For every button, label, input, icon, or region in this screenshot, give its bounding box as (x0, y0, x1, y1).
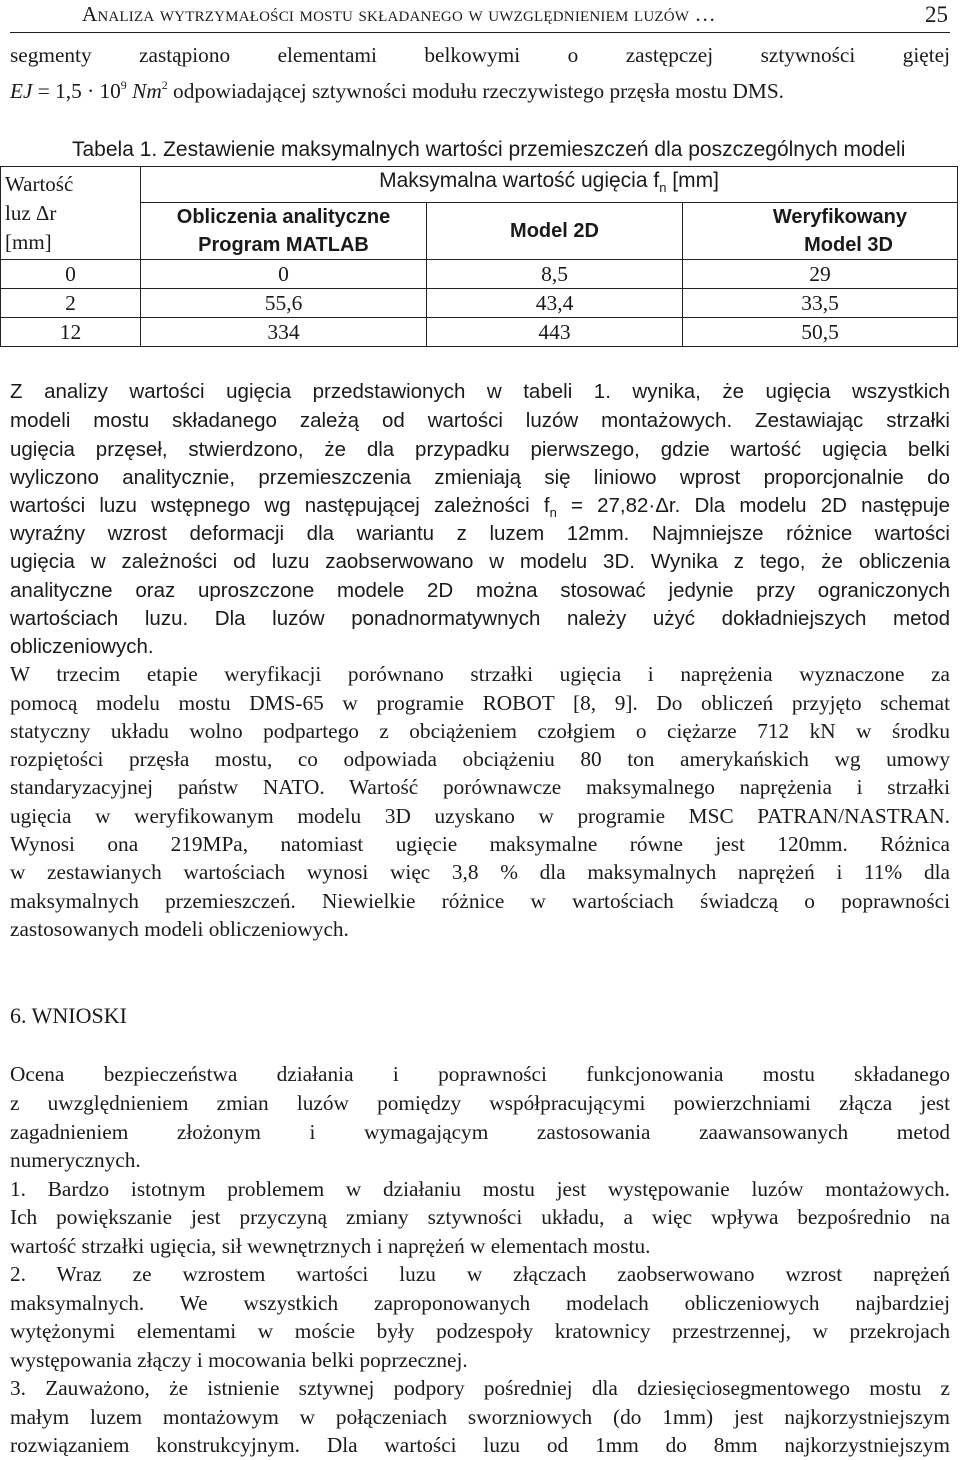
table-cell: 8,5 (427, 260, 683, 289)
intro-line-1: segmenty zastąpiono elementami belkowymi o zastępczej sztywności giętej (10, 43, 950, 67)
row-header-line: Wartość (5, 171, 74, 196)
subscript: n (549, 505, 557, 521)
table-cell: 334 (141, 318, 427, 347)
text-line: wartościach luzu. Dla luzów ponadnormatywnych należy użyć dokładniejszych metod (10, 607, 950, 630)
row-header-cell (1, 167, 141, 260)
table-row (1, 289, 958, 318)
results-table (0, 166, 958, 347)
col-header-analytic-2: Program MATLAB (141, 231, 427, 260)
text-line: W trzecim etapie weryfikacji porównano strzałki ugięcia i naprężenia wyznaczone za (10, 662, 950, 686)
text-line: wartość strzałki ugięcia, sił wewnętrznych i naprężeń w elementach mostu. (10, 1234, 651, 1258)
text-line: z uwzględnieniem zmian luzów pomiędzy współpracującymi powierzchniami złącza jest (10, 1091, 950, 1115)
text-line: w zestawianych wartościach wynosi więc 3,8 % dla maksymalnych naprężeń i 11% dla (10, 860, 950, 884)
formula-lhs: EJ (10, 79, 33, 103)
text-line: zastosowanych modeli obliczeniowych. (10, 917, 349, 941)
group-header-text: Maksymalna wartość ugięcia f (379, 169, 660, 192)
text-line: rozwiązaniem konstrukcyjnym. Dla wartości luzu od 1mm do 8mm najkorzystniejszym (10, 1433, 950, 1457)
formula-value: = 1,5 · 10 (32, 79, 121, 103)
table-cell: 55,6 (141, 289, 427, 318)
row-header-line: [mm] (5, 229, 52, 254)
text-line: numerycznych. (10, 1148, 141, 1172)
table-cell: 2 (1, 289, 141, 318)
table-cell: 0 (141, 260, 427, 289)
text-line: wyliczono analitycznie, przemieszczenia zmieniają się liniowo wprost proporcjonalnie do (10, 466, 950, 489)
text-line: Ich powiększanie jest przyczyną zmiany sztywności układu, a więc wpływa bezpośrednio na (10, 1205, 950, 1229)
text-line: 2. Wraz ze wzrostem wartości luzu w złączach zaobserwowano wzrost naprężeń (10, 1262, 950, 1286)
table-header-row (1, 167, 958, 203)
table-cell: 33,5 (683, 289, 958, 318)
text-line: modeli mostu składanego zależą od wartości luzów montażowych. Zestawiając strzałki (10, 409, 950, 432)
text-line: 1. Bardzo istotnym problemem w działaniu mostu jest występowanie luzów montażowych. (10, 1177, 950, 1201)
text-line: maksymalnych. We wszystkich zaproponowanych modelach obliczeniowych najbardziej (10, 1291, 950, 1315)
row-header-line: luz Δr (5, 200, 57, 225)
running-head (10, 2, 950, 33)
text-line: Ocena bezpieczeństwa działania i poprawności funkcjonowania mostu składanego (10, 1062, 950, 1086)
col-header-2d: Model 2D (427, 203, 683, 260)
text-line: małym luzem montażowym w połączeniach sworzniowych (do 1mm) jest najkorzystniejszym (10, 1405, 950, 1429)
table-cell: 0 (1, 260, 141, 289)
table-cell: 50,5 (683, 318, 958, 347)
table-cell: 43,4 (427, 289, 683, 318)
formula-exponent: 9 (120, 78, 127, 92)
group-header-cell (141, 167, 958, 203)
section-heading: 6. WNIOSKI (10, 1003, 127, 1028)
text-line: ugięcia w weryfikowanym modelu 3D uzyskano w programie MSC PATRAN/NASTRAN. (10, 804, 950, 828)
text-line: obliczeniowych. (10, 635, 154, 658)
col-header-analytic: Obliczenia analityczne (141, 203, 427, 232)
text-line: analityczne oraz uproszczone modele 2D można stosować jedynie przy ograniczonych (10, 579, 950, 602)
page-number: 25 (925, 2, 948, 27)
text-line: zagadnieniem złożonym i wymagającym zastosowania zaawansowanych metod (10, 1120, 950, 1144)
text-line: pomocą modelu mostu DMS-65 w programie ROBOT [8, 9]. Do obliczeń przyjęto schemat (10, 691, 950, 715)
intro-line-2-text: odpowiadającej sztywności modułu rzeczywistego przęsła mostu DMS. (167, 79, 784, 103)
text-line: Wynosi ona 219MPa, natomiast ugięcie maksymalne równe jest 120mm. Różnica (10, 832, 950, 856)
col-header-3d: Weryfikowany (683, 203, 958, 232)
table-cell: 443 (427, 318, 683, 347)
group-header-unit: [mm] (666, 169, 719, 192)
table-row (1, 318, 958, 347)
text-span: = 27,82·Δr. Dla modelu 2D następuje (556, 494, 950, 517)
table-cell: 12 (1, 318, 141, 347)
text-line: ugięcia w zależności od luzu zaobserwowano w modelu 3D. Wynika z tego, że obliczenia (10, 550, 950, 573)
group-header-subscript: n (659, 180, 667, 196)
intro-line-2 (10, 71, 950, 106)
text-line: wytężonymi elementami w moście były podzespoły kratownicy przestrzennej, w przekrojach (10, 1319, 950, 1343)
text-line: statyczny układu wolno podpartego z obciążeniem czołgiem o ciężarze 712 kN w środku (10, 719, 950, 743)
table-row (1, 260, 958, 289)
col-header-3d-2: Model 3D (683, 231, 958, 260)
text-line: występowania złączy i mocowania belki poprzecznej. (10, 1348, 468, 1372)
text-line: rozpiętości przęsła mostu, co odpowiada obciążeniu 80 ton amerykańskich wg umowy (10, 747, 950, 771)
text-line: wyraźny wzrost deformacji dla wariantu z luzem 12mm. Najmniejsze różnice wartości (10, 522, 950, 545)
text-line: maksymalnych przemieszczeń. Niewielkie różnice w wartościach świadczą o poprawności (10, 889, 950, 913)
text-line: standaryzacyjnej państw NATO. Wartość porównawcze maksymalnego naprężenia i strzałki (10, 775, 950, 799)
running-head-title: Analiza wytrzymałości mostu składanego w uwzględnieniem luzów … (82, 2, 716, 26)
table-cell: 29 (683, 260, 958, 289)
text-span: wartości luzu wstępnego wg następującej zależności f (10, 494, 550, 517)
formula-unit-exponent: 2 (161, 78, 168, 92)
text-line: 3. Zauważono, że istnienie sztywnej podpory pośredniej dla dziesięciosegmentowego mostu z (10, 1376, 950, 1400)
text-line: Z analizy wartości ugięcia przedstawionych w tabeli 1. wynika, że ugięcia wszystkich (10, 380, 950, 403)
text-line: ugięcia przęseł, stwierdzono, że dla przypadku pierwszego, gdzie wartość ugięcia belki (10, 438, 950, 461)
formula-unit: Nm (126, 79, 162, 103)
table-caption: Tabela 1. Zestawienie maksymalnych wartości przemieszczeń dla poszczególnych modeli (72, 138, 906, 161)
table-subheader-row (1, 203, 958, 232)
